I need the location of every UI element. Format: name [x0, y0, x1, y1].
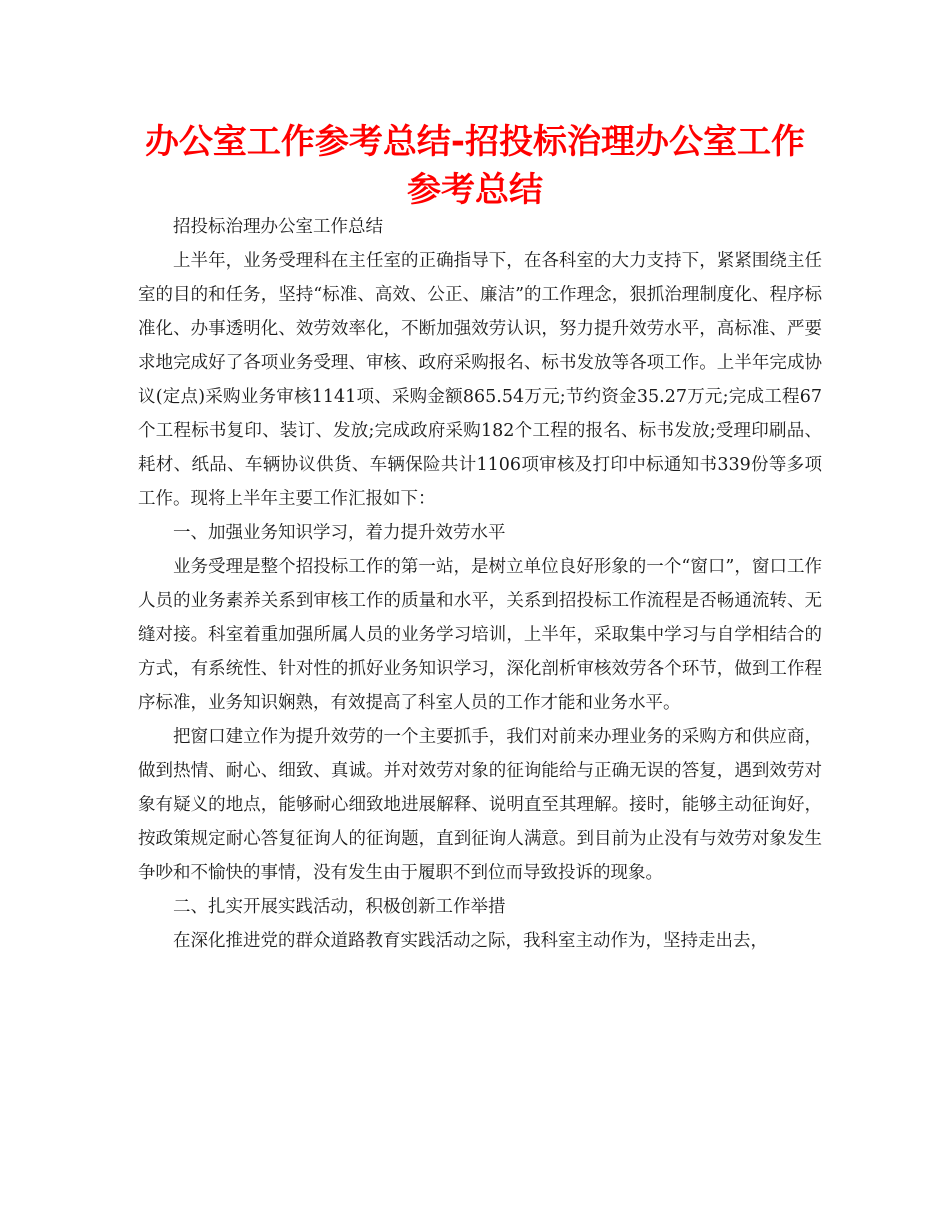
paragraph-section1-2: 把窗口建立作为提升效劳的一个主要抓手，我们对前来办理业务的采购方和供应商，做到热情、耐心、细致、真诚。并对效劳对象的征询能给与正确无误的答复，遇到效劳对象有疑义的地点，能够耐心细致地进展解释、说明直至其理解。接时，能够主动征询好，按政策规定耐心答复征询人的征询题，直到征询人满意。到目前为止没有与效劳对象发生争吵和不愉快的事情，没有发生由于履职不到位而导致投诉的现象。	[138, 727, 822, 883]
section-heading-2: 二、扎实开展实践活动，积极创新工作举措	[173, 897, 506, 917]
paragraph-intro: 上半年，业务受理科在主任室的正确指导下，在各科室的大力支持下，紧紧围绕主任室的目的和任务，坚持“标准、高效、公正、廉洁”的工作理念，狠抓治理制度化、程序标准化、办事透明化、效劳效率化，不断加强效劳认识，努力提升效劳水平，高标准、严要求地完成好了各项业务受理、审核、政府采购报名、标书发放等各项工作。上半年完成协议(定点)采购业务审核1141项、采购金额865.54万元;节约资金35.27万元;完成工程67个工程标书复印、装订、发放;完成政府采购182个工程的报名、标书发放;受理印刷品、耗材、纸品、车辆协议供货、车辆保险共计1106项审核及打印中标通知书339份等多项工作。现将上半年主要工作汇报如下：	[138, 251, 822, 509]
document-body	[138, 210, 822, 958]
section-heading-1: 一、加强业务知识学习，着力提升效劳水平	[173, 523, 506, 543]
paragraph-section1-1: 业务受理是整个招投标工作的第一站，是树立单位良好形象的一个“窗口”，窗口工作人员的业务素养关系到审核工作的质量和水平，关系到招投标工作流程是否畅通流转、无缝对接。科室着重加强所属人员的业务学习培训，上半年，采取集中学习与自学相结合的方式，有系统性、针对性的抓好业务知识学习，深化剖析审核效劳各个环节，做到工作程序标准，业务知识娴熟，有效提高了科室人员的工作才能和业务水平。	[138, 557, 822, 713]
document-title: 办公室工作参考总结-招投标治理办公室工作参考总结	[144, 122, 806, 210]
paragraph-section2-1: 在深化推进党的群众道路教育实践活动之际，我科室主动作为，坚持走出去，	[173, 931, 768, 951]
document-subtitle: 招投标治理办公室工作总结	[173, 217, 383, 237]
